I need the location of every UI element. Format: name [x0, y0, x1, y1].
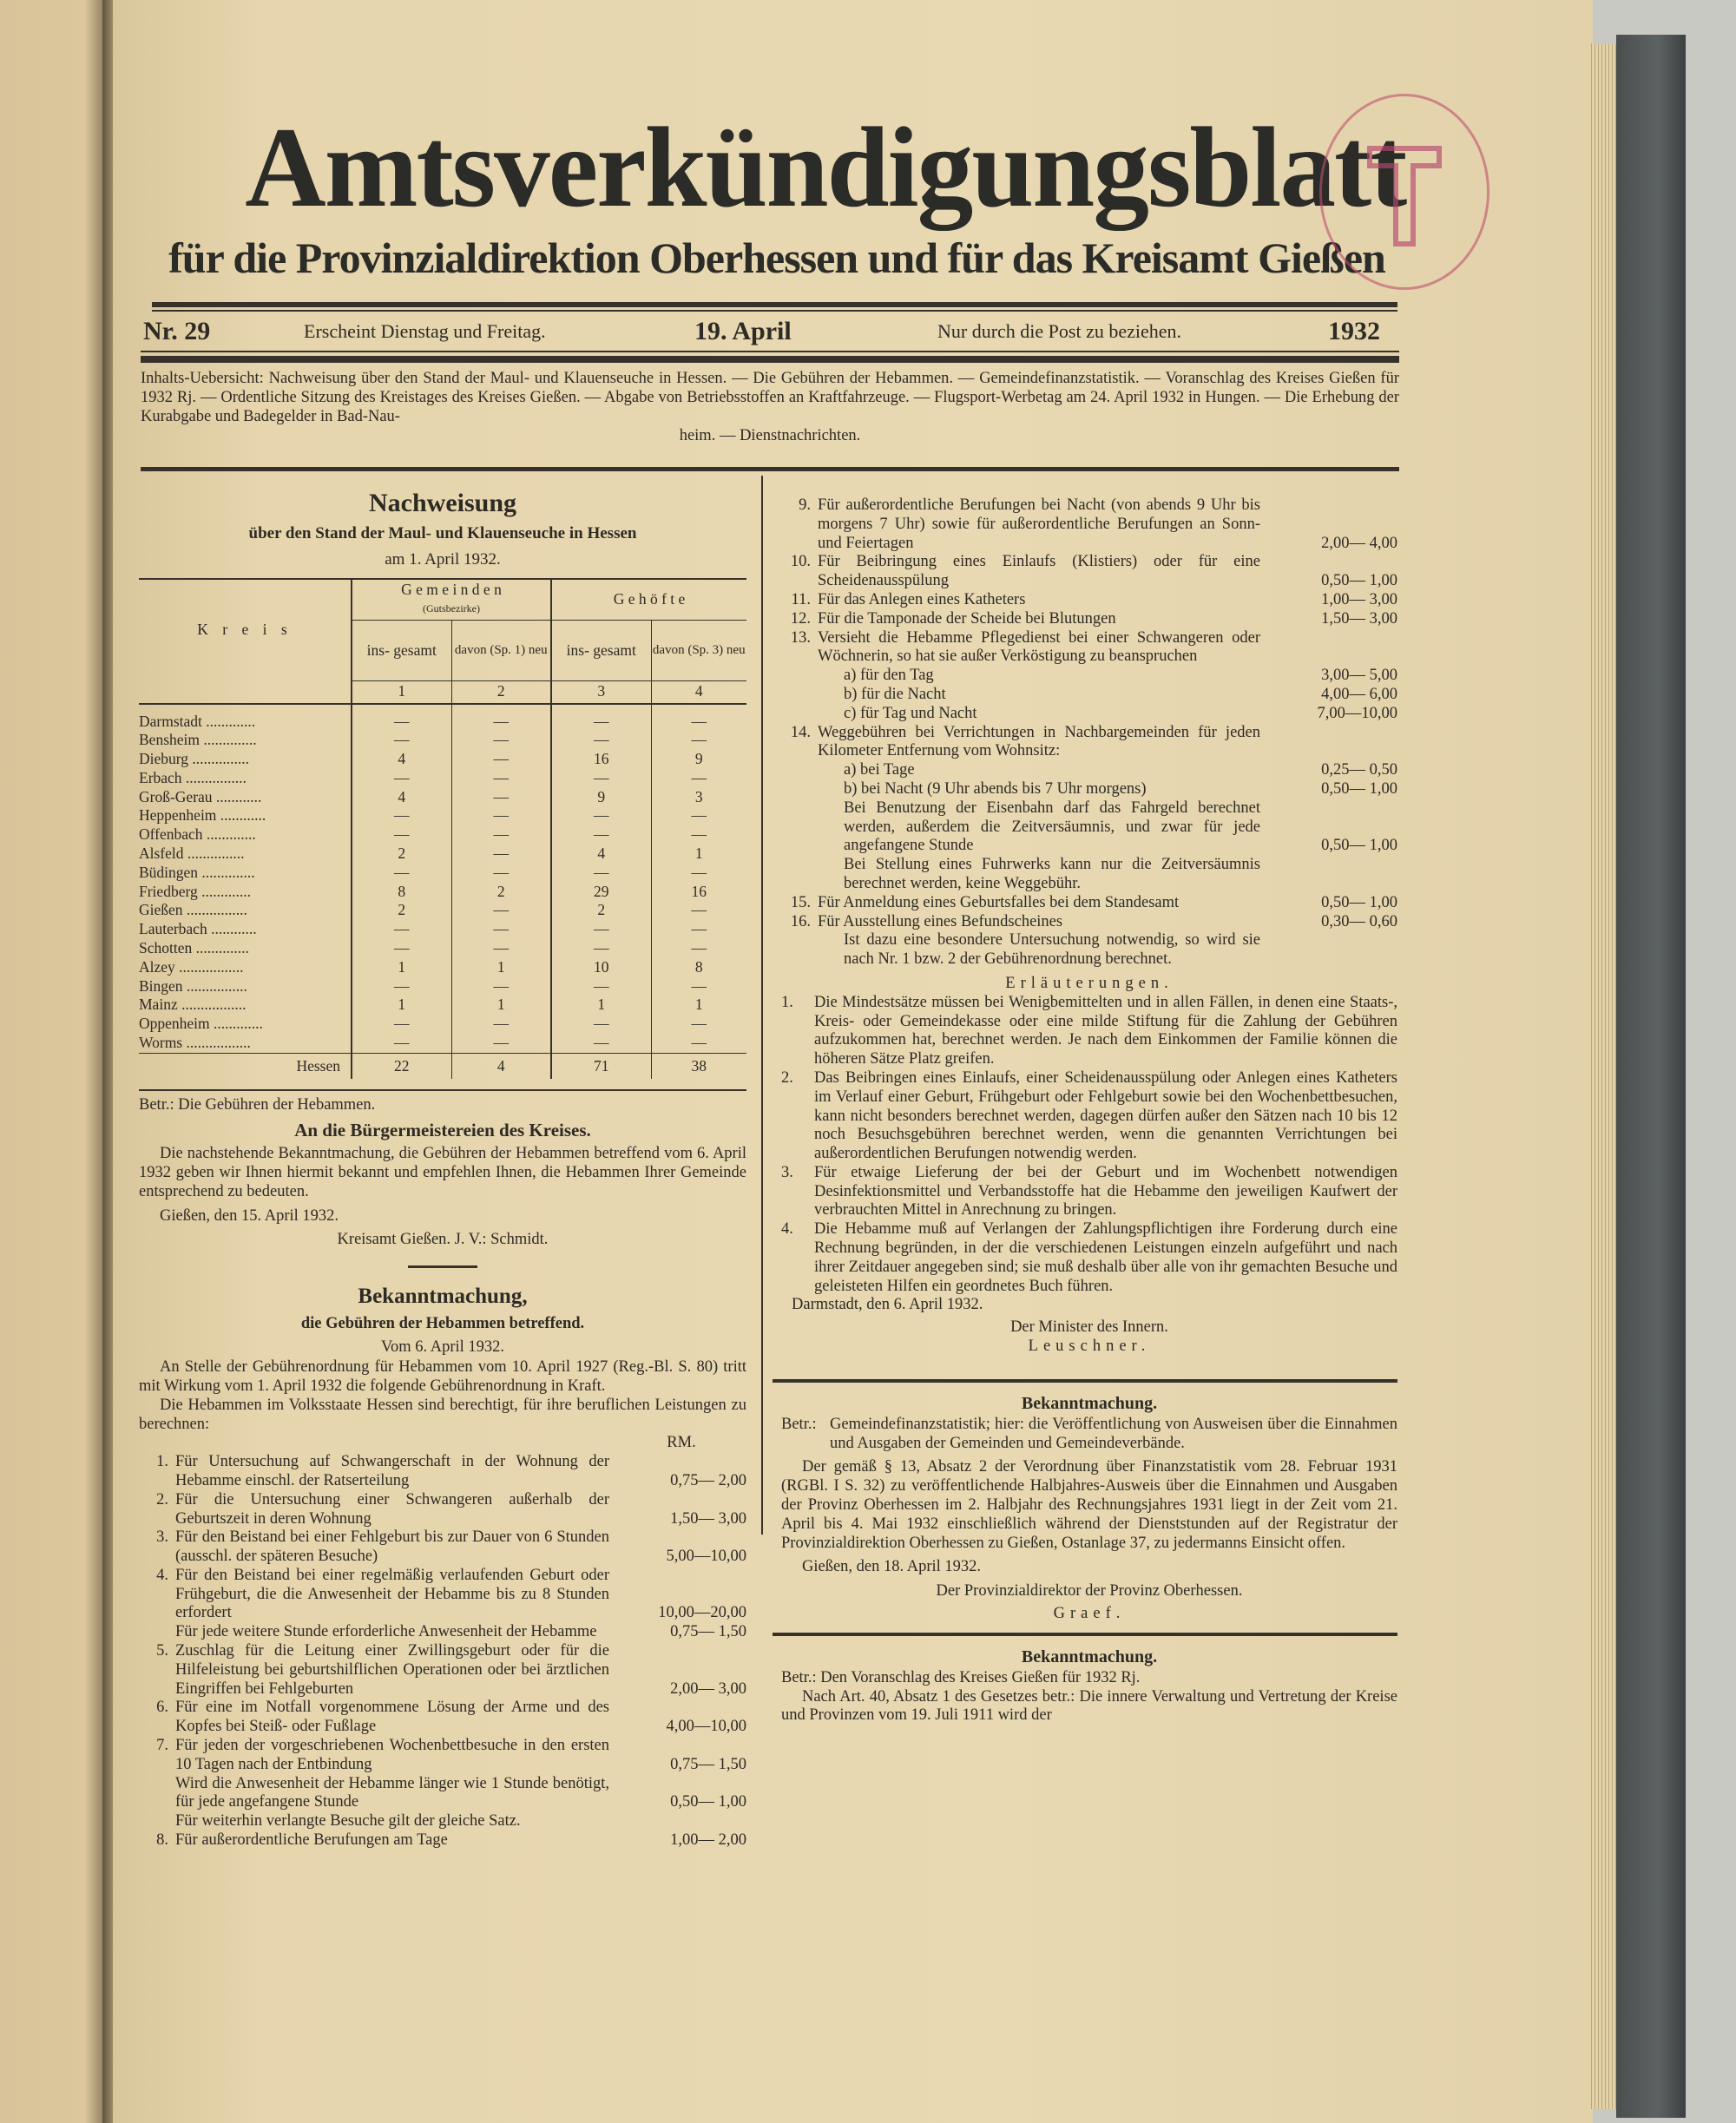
fee-item-amount: 0,50— 1,00: [1321, 779, 1397, 798]
kreis-name: Dieburg ...............: [139, 750, 352, 769]
fee-item-amount: 0,75— 1,50: [670, 1623, 746, 1641]
table-cell: 1: [451, 958, 551, 977]
adjacent-page: [0, 0, 106, 2123]
table-cell: —: [551, 1015, 651, 1034]
kreis-name: Bensheim ..............: [139, 731, 352, 750]
contents-text: Inhalts-Uebersicht: Nachweisung über den Stand der Maul- und Klauenseuche in Hessen. — Die Gebühren der Hebammen. — Gemeindefinanzstatistik. — Voranschlag des Kreises Gießen für 1932 Rj. — Ordentliche Sitzung des Kreistages des Kreises Gießen. — Abgabe von Betriebsstoffen an Kraftfahrzeuge. — Flugsport-Werbetag am 24. April 1932 in Hungen. — Die Erhebung der Kurabgabe und Badegelder in Bad-Nau-: [141, 370, 1399, 425]
table-cell: —: [352, 1034, 451, 1053]
fee-item-number: [781, 705, 811, 724]
kreis-name: Schotten ..............: [139, 939, 352, 958]
table-cell: 8: [694, 957, 703, 976]
kreis-name: Groß-Gerau ............: [139, 788, 352, 807]
note-item: [781, 1164, 1397, 1220]
finanz-body: Der gemäß § 13, Absatz 2 der Verordnung über Finanzstatistik vom 28. Februar 1931 (RGBl. I S. 32) zu veröffentlichende Halbjahres-Ausweis über die Einnahmen und Ausgaben der Provinz Oberhessen im 2. Halbjahr des Rechnungsjahres 1931 liegt in der Zeit vom 21. April bis 4. Mai 1932 einschließlich während der Dienststunden auf der Registratur der Provinzialdirektion Oberhessen zu Gießen, Ostanlage 37, zu jedermanns Einsicht offen.: [781, 1458, 1397, 1552]
col-header-kreis: K r e i s: [139, 579, 352, 681]
fee-item: [139, 1699, 746, 1737]
fee-list-right: [781, 496, 1397, 969]
table-row: [139, 1015, 746, 1034]
fee-item-text: Zuschlag für die Leitung einer Zwillingsgeburt oder für die Hilfeleistung bei geburtshilflichen Operationen oder bei ärztlichen Eingriffen bei Fehlgeburten: [175, 1642, 609, 1698]
table-cell: 1: [352, 996, 451, 1015]
table-cell: —: [451, 939, 551, 958]
fee-item-text: Für die Tamponade der Scheide bei Blutungen: [818, 609, 1116, 628]
fee-item-number: [781, 761, 811, 780]
fee-item-number: 10.: [790, 553, 811, 571]
fee-item-amount: 0,75— 2,00: [670, 1471, 746, 1489]
table-cell: 1: [451, 996, 551, 1015]
kreis-name: Offenbach .............: [139, 825, 352, 845]
schedule: Erscheint Dienstag und Freitag.: [304, 320, 546, 342]
kreis-name: Gießen ................: [139, 901, 352, 920]
table-cell: —: [551, 977, 651, 996]
fee-item-amount: 5,00—10,00: [666, 1548, 746, 1566]
fee-item-number: 11.: [791, 590, 811, 608]
kreis-name: Darmstadt .............: [139, 713, 352, 732]
fee-item-number: 8.: [156, 1831, 168, 1850]
fee-item-text: Für die Untersuchung einer Schwangeren außerhalb der Geburtszeit in deren Wohnung: [175, 1490, 609, 1528]
fee-item-amount: 4,00— 6,00: [1321, 685, 1397, 703]
table-cell: 22: [352, 1053, 451, 1079]
table-cell: —: [352, 1015, 451, 1034]
nachweisung-subtitle: über den Stand der Maul- und Klauenseuche in Hessen: [248, 524, 637, 542]
fee-item-text: Wird die Anwesenheit der Hebamme länger wie 1 Stunde benötigt, für jede angefangene Stunde: [175, 1774, 609, 1811]
note-text: Für etwaige Lieferung der bei der Geburt und im Wochenbett notwendigen Desinfektionsmittel und Verbandsstoffe hat die Hebamme den jeweiligen Kaufwert der verbrauchten Mittel in Anrechnung zu bringen.: [814, 1163, 1397, 1219]
note-item: [781, 1069, 1397, 1164]
fee-item-number: 15.: [790, 893, 811, 911]
table-row: [139, 939, 746, 958]
col-header-insgesamt-3: ins- gesamt: [551, 621, 651, 681]
buergermeister-place-date: Gießen, den 15. April 1932.: [160, 1206, 339, 1225]
issue-date: 19. April: [694, 317, 792, 345]
table-cell: —: [352, 731, 451, 750]
fee-item-number: 16.: [790, 912, 811, 930]
fee-item-amount: 0,50— 1,00: [1321, 837, 1397, 855]
fee-item-amount: 0,50— 1,00: [670, 1793, 746, 1811]
fee-item: [139, 1812, 746, 1831]
fee-item-amount: 7,00—10,00: [1317, 704, 1397, 722]
currency-label: RM.: [667, 1434, 696, 1452]
fee-item: [139, 1528, 746, 1567]
fee-item-number: 3.: [156, 1528, 168, 1547]
finanz-place-date: Gießen, den 18. April 1932.: [802, 1558, 982, 1576]
fee-item-text: Für weiterhin verlangte Besuche gilt der gleiche Satz.: [175, 1812, 521, 1831]
fee-item-number: 9.: [799, 496, 811, 514]
fee-item-text: b) für die Nacht: [844, 685, 946, 703]
fee-item: [781, 856, 1397, 894]
col-header-davon-1: davon (Sp. 1) neu: [451, 621, 551, 681]
table-cell: —: [691, 768, 707, 786]
table-cell: 4: [352, 788, 451, 807]
kreis-name: Oppenheim .............: [139, 1015, 352, 1034]
fee-item-text: Ist dazu eine besondere Untersuchung notwendig, so wird sie nach Nr. 1 bzw. 2 der Gebührenordnung berechnet.: [844, 931, 1260, 969]
table-cell: —: [551, 920, 651, 939]
fee-item-text: Für außerordentliche Berufungen bei Nacht (von abends 9 Uhr bis morgens 7 Uhr) sowie für außerordentliche Berufungen an Sonn- und Feiertagen: [818, 496, 1260, 552]
table-cell: —: [691, 712, 707, 730]
kreis-name: Friedberg .............: [139, 883, 352, 902]
gemeinden-label: G e m e i n d e n: [401, 581, 502, 599]
fee-item: [781, 496, 1397, 553]
header-rule-thin: [141, 351, 1399, 352]
table-cell: —: [451, 864, 551, 883]
column-number: 3: [551, 681, 651, 704]
table-cell: 10: [551, 958, 651, 977]
kreis-name: Mainz .................: [139, 996, 352, 1015]
table-cell: 8: [352, 883, 451, 902]
note-number: 1.: [781, 993, 793, 1011]
fee-item-number: 7.: [156, 1737, 168, 1755]
fee-item-amount: 2,00— 4,00: [1321, 534, 1397, 552]
col-header-gehoefte: G e h ö f t e: [551, 579, 746, 621]
table-cell: —: [451, 920, 551, 939]
hebammen-intro-2: Die Hebammen im Volksstaate Hessen sind berechtigt, für ihre beruflichen Leistungen zu berechnen:: [139, 1396, 746, 1433]
kreis-name: Heppenheim ............: [139, 806, 352, 825]
fee-item-number: [781, 931, 811, 969]
masthead-rule: [152, 302, 1397, 307]
fee-item: [781, 667, 1397, 686]
table-cell: 29: [551, 883, 651, 902]
fee-item-number: 1.: [156, 1453, 168, 1471]
table-cell: —: [691, 825, 707, 844]
hebammen-place-date: Darmstadt, den 6. April 1932.: [792, 1296, 983, 1314]
column-number: 4: [694, 682, 703, 700]
table-cell: 4: [551, 845, 651, 864]
table-row: [139, 769, 746, 788]
fee-item: [781, 629, 1397, 667]
fee-item-text: c) für Tag und Nacht: [844, 704, 977, 722]
note-number: 3.: [781, 1163, 793, 1181]
table-cell: —: [691, 863, 707, 881]
table-cell: 1: [694, 845, 703, 863]
fee-item-amount: 10,00—20,00: [658, 1604, 746, 1622]
hebammen-heading: Bekanntmachung,: [358, 1285, 528, 1309]
table-cell: —: [451, 1034, 551, 1053]
section-rule-2: [773, 1633, 1397, 1636]
nachweisung-date: am 1. April 1932.: [385, 550, 501, 569]
finanz-betr-label: Betr.:: [781, 1415, 817, 1433]
fee-item-text: Bei Stellung eines Fuhrwerks kann nur die Zeitversäumnis berechnet werden, keine Weggebühr.: [844, 856, 1260, 892]
fee-item: [781, 553, 1397, 591]
contents-last-line: heim. — Dienstnachrichten.: [679, 427, 861, 444]
table-cell: —: [551, 864, 651, 883]
col-header-gemeinden: [352, 579, 551, 621]
fee-item-number: [139, 1812, 168, 1831]
table-cell: —: [451, 731, 551, 750]
masthead-rule-thin: [152, 310, 1397, 312]
right-column: [781, 496, 1397, 1725]
table-cell: 2: [551, 901, 651, 920]
table-row: [139, 864, 746, 883]
fee-item-number: 6.: [156, 1699, 168, 1717]
col-header-davon-3: davon (Sp. 3) neu: [651, 621, 746, 681]
table-cell: 1: [551, 996, 651, 1015]
hebammen-authority: Der Minister des Innern.: [1010, 1318, 1168, 1337]
fee-item-text: Für Anmeldung eines Geburtsfalles bei dem Standesamt: [818, 893, 1180, 911]
table-cell: 2: [451, 883, 551, 902]
table-cell: —: [451, 750, 551, 769]
table-cell: —: [551, 769, 651, 788]
fee-item-text: Für Beibringung eines Einlaufs (Klistiers) oder für eine Scheidenausspülung: [818, 553, 1260, 590]
voranschlag-betr: Betr.: Den Voranschlag des Kreises Gießen für 1932 Rj.: [781, 1668, 1141, 1686]
finanz-signature: Graef.: [1053, 1605, 1126, 1623]
hebammen-subheading: die Gebühren der Hebammen betreffend.: [300, 1315, 585, 1333]
library-stamp: [1319, 94, 1489, 290]
fee-item: [139, 1453, 746, 1491]
table-cell: —: [451, 1015, 551, 1034]
fee-item-text: Versieht die Hebamme Pflegedienst bei einer Schwangeren oder Wöchnerin, so hat sie außer Verköstigung zu beanspruchen: [818, 628, 1260, 666]
table-cell: 38: [691, 1056, 707, 1075]
table-cell: —: [551, 1034, 651, 1053]
table-cell: —: [451, 713, 551, 732]
buergermeister-body: Die nachstehende Bekanntmachung, die Gebühren der Hebammen betreffend vom 6. April 1932 geben wir Ihnen hiermit bekannt und empfehlen Ihnen, die Hebammen Ihrer Gemeinde entsprechend zu bedeuten.: [139, 1145, 746, 1200]
fee-item-number: 5.: [156, 1642, 168, 1660]
fee-item-text: Für außerordentliche Berufungen am Tage: [175, 1831, 448, 1850]
fee-item: [781, 780, 1397, 799]
col-header-insgesamt-1: ins- gesamt: [352, 621, 451, 681]
fee-item-number: [139, 1623, 168, 1642]
table-row: [139, 996, 746, 1015]
fee-item-number: 4.: [156, 1566, 168, 1584]
fee-item-amount: 1,50— 3,00: [670, 1509, 746, 1528]
fee-item-number: 13.: [790, 628, 811, 647]
fee-item-number: [139, 1775, 168, 1813]
kreis-name: Worms .................: [139, 1034, 352, 1053]
note-item: [781, 1220, 1397, 1296]
table-row: [139, 901, 746, 920]
fee-item-amount: 0,50— 1,00: [1321, 572, 1397, 590]
table-cell: —: [691, 901, 707, 919]
finanz-authority: Der Provinzialdirektor der Provinz Oberhessen.: [936, 1582, 1243, 1600]
table-cell: —: [691, 731, 707, 749]
table-row: [139, 731, 746, 750]
buergermeister-heading: An die Bürgermeistereien des Kreises.: [294, 1120, 591, 1141]
fee-item-number: 14.: [790, 723, 811, 741]
issue-number: Nr. 29: [143, 317, 211, 345]
table-row: [139, 1034, 746, 1053]
fee-item: [139, 1775, 746, 1813]
fee-item: [781, 724, 1397, 762]
fee-item-text: Für jede weitere Stunde erforderliche Anwesenheit der Hebamme: [175, 1623, 597, 1641]
table-row: [139, 750, 746, 769]
voranschlag-heading: Bekanntmachung.: [1021, 1646, 1158, 1666]
table-cell: —: [352, 977, 451, 996]
table-cell: —: [551, 806, 651, 825]
fee-item: [139, 1737, 746, 1775]
table-cell: —: [551, 939, 651, 958]
fee-item-number: [781, 686, 811, 705]
table-cell: —: [451, 845, 551, 864]
note-number: 2.: [781, 1068, 793, 1087]
table-cell: 9: [551, 788, 651, 807]
masthead-title: Amtsverkündigungsblatt: [245, 103, 1406, 231]
fee-item-text: Für Untersuchung auf Schwangerschaft in der Wohnung der Hebamme einschl. der Ratserteilung: [175, 1453, 609, 1489]
fee-item-amount: 1,50— 3,00: [1321, 609, 1397, 628]
left-column: [139, 486, 746, 1850]
fee-item-amount: 3,00— 5,00: [1321, 667, 1397, 685]
column-number: 2: [451, 681, 551, 704]
kreis-name: Alzey .................: [139, 958, 352, 977]
fee-item-number: [781, 799, 811, 856]
column-divider: [761, 476, 763, 1535]
fee-item-text: Weggebühren bei Verrichtungen in Nachbargemeinden für jeden Kilometer Entfernung vom Wohnsitz:: [818, 723, 1260, 760]
fee-item-number: [781, 667, 811, 686]
table-cell: —: [451, 806, 551, 825]
fee-item-amount: 0,50— 1,00: [1321, 893, 1397, 911]
distribution-note: Nur durch die Post zu beziehen.: [937, 320, 1182, 342]
table-cell: —: [551, 825, 651, 845]
fee-item: [139, 1623, 746, 1642]
kreis-name: Hessen: [139, 1053, 352, 1079]
table-cell: —: [451, 788, 551, 807]
table-cell: 71: [551, 1053, 651, 1079]
table-cell: —: [451, 901, 551, 920]
table-cell: —: [352, 939, 451, 958]
finanz-heading: Bekanntmachung.: [1021, 1393, 1158, 1413]
table-row: [139, 958, 746, 977]
note-item: [781, 994, 1397, 1069]
fee-item: [781, 591, 1397, 610]
table-cell: —: [691, 1015, 707, 1033]
header-rule-thick: [141, 356, 1399, 363]
table-cell: 16: [551, 750, 651, 769]
table-of-contents: [141, 369, 1399, 445]
kreis-name: Büdingen ..............: [139, 864, 352, 883]
table-cell: —: [551, 731, 651, 750]
note-text: Die Hebamme muß auf Verlangen der Zahlungspflichtigen ihre Forderung durch eine Rechnung begründen, in der die verschiedenen Leistungen einzeln aufgeführt und nach ihrer Zeitdauer angegeben sind; sie muß deshalb über alle von ihr gemachten Besuche und geleisteten Hilfen ein geordnetes Buch führen.: [814, 1220, 1397, 1295]
kreis-name: Lauterbach ............: [139, 920, 352, 939]
table-cell: —: [451, 769, 551, 788]
fee-item-text: Für eine im Notfall vorgenommene Lösung der Arme und des Kopfes bei Steiß- oder Fußlage: [175, 1699, 609, 1736]
fee-item-number: 12.: [790, 609, 811, 628]
fee-item: [781, 705, 1397, 724]
stamp-emblem-icon: [1322, 96, 1487, 287]
buergermeister-betr: Betr.: Die Gebühren der Hebammen.: [139, 1089, 746, 1115]
section-divider: [408, 1265, 477, 1268]
fee-item-text: b) bei Nacht (9 Uhr abends bis 7 Uhr morgens): [844, 779, 1147, 798]
fee-item-amount: 2,00— 3,00: [670, 1679, 746, 1698]
table-cell: 3: [694, 787, 703, 805]
table-total-row: [139, 1053, 746, 1079]
fee-item-text: Für jeden der vorgeschriebenen Wochenbettbesuche in den ersten 10 Tagen nach der Entbindung: [175, 1737, 609, 1773]
table-cell: —: [352, 864, 451, 883]
fee-item-text: Bei Benutzung der Eisenbahn darf das Fahrgeld berechnet werden, außerdem die Zeitversäumnis, und zwar für jede angefangene Stunde: [844, 799, 1260, 855]
fee-item: [781, 686, 1397, 705]
fee-item: [139, 1831, 746, 1850]
fee-item-amount: 4,00—10,00: [666, 1718, 746, 1736]
fee-item-amount: 1,00— 2,00: [670, 1831, 746, 1850]
table-cell: —: [691, 920, 707, 938]
table-cell: 9: [694, 750, 703, 768]
table-cell: —: [352, 920, 451, 939]
fee-item-amount: 0,75— 1,50: [670, 1755, 746, 1773]
table-cell: —: [451, 825, 551, 845]
table-row: [139, 845, 746, 864]
fee-item-text: Für Ausstellung eines Befundscheines: [818, 912, 1063, 930]
table-cell: —: [551, 713, 651, 732]
table-cell: —: [691, 1034, 707, 1052]
table-cell: —: [691, 976, 707, 995]
gemeinden-sublabel: (Gutsbezirke): [423, 602, 480, 615]
column-number: 1: [352, 681, 451, 704]
fee-item: [139, 1491, 746, 1529]
fee-item-amount: 0,30— 0,60: [1321, 912, 1397, 930]
fee-item-number: [781, 856, 811, 894]
voranschlag-body: Nach Art. 40, Absatz 1 des Gesetzes betr.: Die innere Verwaltung und Vertretung der Kreise und Provinzen vom 19. Juli 1911 wird der: [781, 1687, 1397, 1725]
fee-item: [781, 913, 1397, 932]
table-cell: —: [352, 713, 451, 732]
table-cell: —: [352, 769, 451, 788]
hebammen-date: Vom 6. April 1932.: [380, 1338, 505, 1357]
fee-item: [781, 894, 1397, 913]
finanz-betr: Gemeindefinanzstatistik; hier: die Veröffentlichung von Ausweisen über die Einnahmen und Ausgaben der Gemeinden und Gemeindeverbände.: [830, 1415, 1397, 1452]
table-cell: —: [352, 825, 451, 845]
nachweisung-title: Nachweisung: [368, 489, 517, 517]
disease-table: [139, 578, 746, 1079]
kreis-name: Erbach ................: [139, 769, 352, 788]
fee-item-text: Für den Beistand bei einer regelmäßig verlaufenden Geburt oder Frühgeburt, die die Anwesenheit der Hebamme bis zu 8 Stunden erfordert: [175, 1566, 609, 1622]
table-row: [139, 806, 746, 825]
fee-list-left: [139, 1453, 746, 1850]
note-text: Die Mindestsätze müssen bei Wenigbemittelten und in allen Fällen, in denen eine Staats-, Kreis- oder Gemeindekasse oder eine milde Stiftung für die Zahlung der Gebühren aufzukommen hat, berechnet werden. Je nach dem Einkommen der Familie können die höheren Sätze Platz greifen.: [814, 993, 1397, 1068]
table-cell: —: [352, 806, 451, 825]
fee-item-text: Für das Anlegen eines Katheters: [818, 590, 1026, 608]
fee-item-amount: 1,00— 3,00: [1321, 590, 1397, 608]
fee-item-number: [781, 780, 811, 799]
masthead-subtitle: für die Provinzialdirektion Oberhessen und für das Kreisamt Gießen: [168, 233, 1385, 282]
section-rule: [773, 1379, 1397, 1383]
fee-item: [781, 799, 1397, 856]
fee-item: [781, 931, 1397, 969]
table-cell: 1: [694, 996, 703, 1014]
fee-item-text: a) für den Tag: [844, 667, 934, 685]
table-cell: 1: [352, 958, 451, 977]
table-cell: 2: [352, 901, 451, 920]
fee-item-text: Für den Beistand bei einer Fehlgeburt bis zur Dauer von 6 Stunden (ausschl. der späteren Besuche): [175, 1528, 609, 1566]
table-cell: —: [691, 939, 707, 957]
buergermeister-signature: Kreisamt Gießen. J. V.: Schmidt.: [337, 1231, 549, 1249]
table-cell: 4: [451, 1053, 551, 1079]
book-cover: [1616, 35, 1686, 2118]
fee-item-number: 2.: [156, 1490, 168, 1508]
table-row: [139, 883, 746, 902]
fee-item-text: a) bei Tage: [844, 761, 915, 779]
fee-item: [781, 761, 1397, 780]
issue-year: 1932: [1328, 317, 1380, 345]
contents-rule: [141, 467, 1399, 471]
table-row: [139, 825, 746, 845]
table-cell: 2: [352, 845, 451, 864]
kreis-name: Bingen ................: [139, 977, 352, 996]
table-cell: 16: [691, 882, 707, 900]
fee-item: [139, 1642, 746, 1699]
table-row: [139, 713, 746, 732]
table-row: [139, 977, 746, 996]
notes-list: [781, 994, 1397, 1297]
hebammen-intro-1: An Stelle der Gebührenordnung für Hebammen vom 10. April 1927 (Reg.-Bl. S. 80) tritt mit Wirkung vom 1. April 1932 die folgende Gebührenordnung in Kraft.: [139, 1358, 746, 1395]
hebammen-signature: Leuschner.: [1028, 1338, 1151, 1356]
notes-heading: Erläuterungen.: [1005, 974, 1174, 992]
table-cell: —: [691, 806, 707, 825]
table-row: [139, 788, 746, 807]
fee-item-amount: 0,25— 0,50: [1321, 761, 1397, 779]
kreis-name: Alsfeld ...............: [139, 845, 352, 864]
fee-item: [139, 1567, 746, 1623]
note-number: 4.: [781, 1220, 793, 1239]
table-cell: 4: [352, 750, 451, 769]
table-row: [139, 920, 746, 939]
note-text: Das Beibringen eines Einlaufs, einer Scheidenausspülung oder Anlegen eines Katheters im Verlauf einer Geburt, Frühgeburt oder Fehlgeburt sowie bei den Wochenbettbesuchen, kann nicht besonders berechnet werden, dagegen dürfen außer den Sätzen nach 10 bis 12 noch Besuchsgebühren berechnet werden, wenn die genannten Verrichtungen bei außerordentlichen Berufungen notwendig werden.: [814, 1068, 1397, 1163]
table-cell: —: [451, 977, 551, 996]
fee-item: [781, 610, 1397, 629]
